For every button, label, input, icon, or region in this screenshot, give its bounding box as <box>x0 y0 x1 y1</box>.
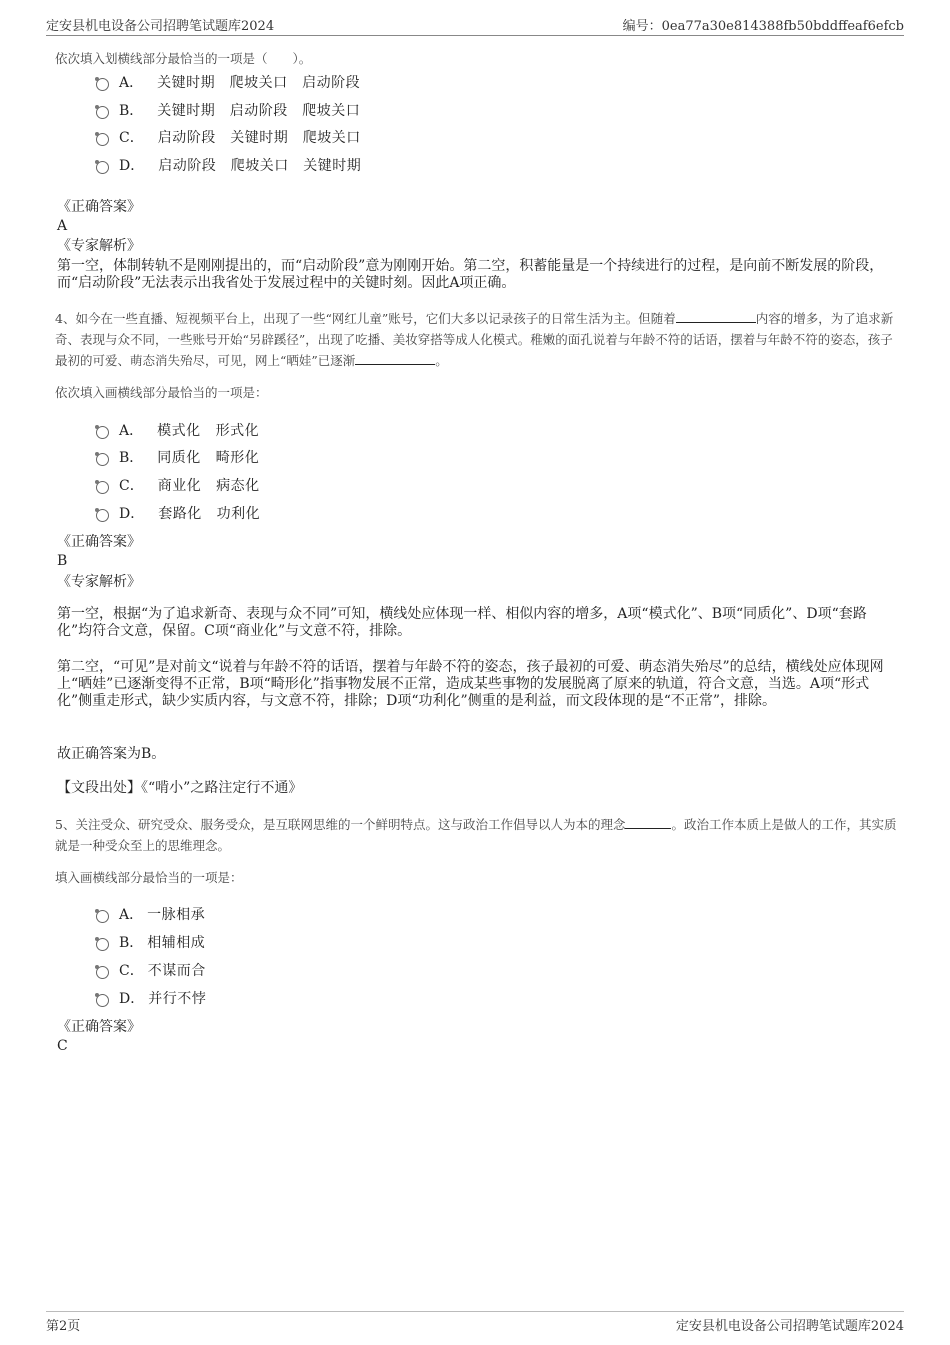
q4-answer: B <box>57 553 68 569</box>
radio-icon[interactable] <box>96 938 109 951</box>
q3-option-d[interactable] <box>96 155 361 175</box>
option-text: 相辅相成 <box>147 935 206 951</box>
q4-stem-part-3: 。 <box>435 353 448 368</box>
q5-option-a[interactable] <box>96 904 205 924</box>
q3-answer: A <box>57 218 68 234</box>
option-text: 关键时期 爬坡关口 启动阶段 <box>157 75 361 91</box>
option-text: 启动阶段 关键时期 爬坡关口 <box>157 130 361 146</box>
option-text: 套路化 功利化 <box>158 506 261 522</box>
option-text: 模式化 形式化 <box>157 423 260 439</box>
q5-option-d[interactable] <box>96 988 206 1008</box>
q5-option-b[interactable] <box>96 932 205 952</box>
option-text: 关键时期 启动阶段 爬坡关口 <box>157 103 361 119</box>
option-letter: D． <box>119 991 145 1007</box>
q5-stem-part-1: 5、关注受众、研究受众、服务受众，是互联网思维的一个鲜明特点。这与政治工作倡导以人为本的理念 <box>55 817 626 832</box>
option-letter: B． <box>119 103 144 119</box>
q5-option-c[interactable] <box>96 960 206 980</box>
blank-line <box>676 310 756 323</box>
radio-icon[interactable] <box>96 161 109 174</box>
q4-option-b[interactable] <box>96 447 259 467</box>
q3-option-c[interactable] <box>96 127 361 147</box>
option-letter: A． <box>119 423 144 439</box>
radio-icon[interactable] <box>96 509 109 522</box>
q3-analysis-label: 《专家解析》 <box>57 238 141 254</box>
radio-icon[interactable] <box>96 106 109 119</box>
q4-option-d[interactable] <box>96 503 260 523</box>
option-text: 并行不悖 <box>148 991 207 1007</box>
q3-option-a[interactable] <box>96 72 360 92</box>
blank-line <box>355 352 435 365</box>
option-letter: A． <box>119 907 144 923</box>
radio-icon[interactable] <box>96 481 109 494</box>
q4-option-c[interactable] <box>96 475 260 495</box>
option-text: 商业化 病态化 <box>157 478 260 494</box>
q4-answer-label: 《正确答案》 <box>57 534 141 550</box>
option-text: 一脉相承 <box>147 907 206 923</box>
option-letter: C． <box>119 963 144 979</box>
header-code-label: 编号： <box>622 19 662 34</box>
q4-stem-part-1: 4、如今在一些直播、短视频平台上，出现了一些“网红儿童”账号，它们大多以记录孩子的日常生活为主。但随着 <box>55 311 676 326</box>
option-letter: B． <box>119 450 144 466</box>
q4-source: 【文段出处】《“啃小”之路注定行不通》 <box>57 780 303 796</box>
option-text: 不谋而合 <box>147 963 206 979</box>
q5-prompt: 填入画横线部分最恰当的一项是： <box>55 870 243 885</box>
q3-answer-label: 《正确答案》 <box>57 199 141 215</box>
footer-page-number: 第2页 <box>46 1319 81 1334</box>
radio-icon[interactable] <box>96 910 109 923</box>
q4-stem <box>55 308 897 371</box>
option-letter: D． <box>119 506 145 522</box>
q4-option-a[interactable] <box>96 420 259 440</box>
footer-divider <box>46 1311 904 1312</box>
header-code <box>623 15 904 34</box>
option-letter: C． <box>119 130 144 146</box>
radio-icon[interactable] <box>96 994 109 1007</box>
radio-icon[interactable] <box>96 966 109 979</box>
q4-analysis-label: 《专家解析》 <box>57 574 141 590</box>
q3-prompt: 依次填入划横线部分最恰当的一项是（ ）。 <box>55 51 312 66</box>
q5-answer: C <box>57 1038 68 1054</box>
q4-analysis-1: 第一空，根据“为了追求新奇、表现与众不同”可知，横线处应体现一样、相似内容的增多，A项“模式化”、B项“同质化”、D项“套路化”均符合文意，保留。C项“商业化”与文意不符，排除。 <box>57 606 867 639</box>
q4-stem-part-2: 内容的增多，为了追求新奇、表现与众不同，一些账号开始“另辟蹊径”，出现了吃播、美妆穿搭等成人化模式。稚嫩的面孔说着与年龄不符的话语，摆着与年龄不符的姿态，孩子最初的可爱、萌态消失殆尽，可见，网上“晒娃”已逐渐 <box>55 311 894 368</box>
blank-line <box>625 816 671 829</box>
radio-icon[interactable] <box>96 133 109 146</box>
radio-icon[interactable] <box>96 426 109 439</box>
radio-icon[interactable] <box>96 453 109 466</box>
q4-analysis-2: 第二空，“可见”是对前文“说着与年龄不符的话语，摆着与年龄不符的姿态，孩子最初的可爱、萌态消失殆尽”的总结，横线处应体现网上“晒娃”已逐渐变得不正常，B项“畸形化”指事物发展不正常，造成某些事物的发展脱离了原来的轨道，符合文意，当选。A项“形式化”侧重走形式，缺少实质内容，与文意不符，排除；D项“功利化”侧重的是利益，而文段体现的是“不正常”，排除。 <box>57 659 884 709</box>
option-letter: B． <box>119 935 144 951</box>
option-text: 启动阶段 爬坡关口 关键时期 <box>158 158 362 174</box>
option-text: 同质化 畸形化 <box>157 450 260 466</box>
footer-title: 定安县机电设备公司招聘笔试题库2024 <box>675 1319 904 1334</box>
header-divider <box>46 35 904 36</box>
radio-icon[interactable] <box>96 78 109 91</box>
option-letter: D． <box>119 158 145 174</box>
q5-stem-part-2: 。政治工作本质上是做人的工作，其实质就是一种受众至上的思维理念。 <box>55 817 897 853</box>
q4-conclusion: 故正确答案为B。 <box>57 746 166 762</box>
header-code-value: 0ea77a30e814388fb50bddffeaf6efcb <box>661 19 904 34</box>
header-title: 定安县机电设备公司招聘笔试题库2024 <box>46 19 275 34</box>
option-letter: C． <box>119 478 144 494</box>
option-letter: A． <box>119 75 144 91</box>
q3-option-b[interactable] <box>96 100 360 120</box>
q3-analysis: 第一空，体制转轨不是刚刚提出的，而“启动阶段”意为刚刚开始。第二空，积蓄能量是一个持续进行的过程，是向前不断发展的阶段，而“启动阶段”无法表示出我省处于发展过程中的关键时刻。因此A项正确。 <box>57 258 884 291</box>
q5-stem <box>55 814 897 856</box>
q4-prompt: 依次填入画横线部分最恰当的一项是： <box>55 385 268 400</box>
q5-answer-label: 《正确答案》 <box>57 1019 141 1035</box>
